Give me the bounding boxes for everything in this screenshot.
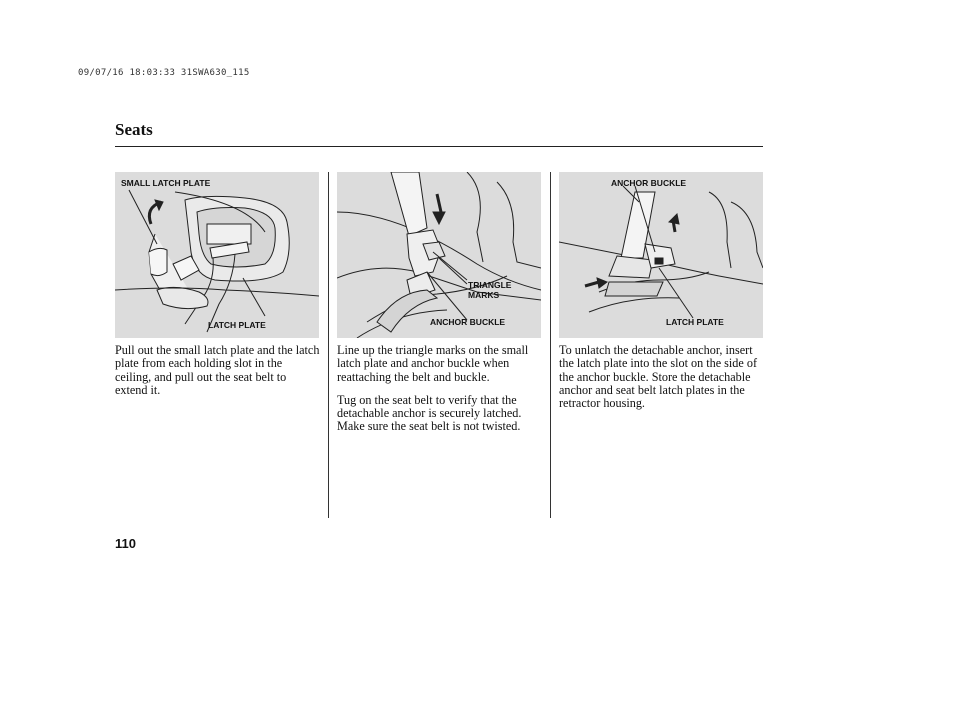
column-divider: [550, 172, 551, 518]
section-title: Seats: [115, 120, 153, 139]
illustration-buckle-alignment: [337, 172, 541, 338]
callout-triangle-marks: [468, 280, 524, 300]
callout-anchor-buckle: ANCHOR BUCKLE: [611, 178, 687, 188]
column-1-text: [115, 344, 321, 407]
page-number: 110: [115, 536, 136, 551]
illustration-ceiling-slots: [115, 172, 319, 338]
callout-anchor-buckle: ANCHOR BUCKLE: [430, 317, 506, 327]
figure-latch-plate-ceiling: [115, 172, 319, 338]
column-3-text: [559, 344, 765, 420]
callout-latch-plate: LATCH PLATE: [208, 320, 266, 330]
illustration-unlatch-anchor: [559, 172, 763, 338]
print-stamp: 09/07/16 18:03:33 31SWA630_115: [78, 68, 250, 78]
paragraph: To unlatch the detachable anchor, insert the latch plate into the slot on the side of the anchor buckle. Store the detachable anchor and seat belt latch plates in the retractor housing.: [559, 343, 757, 411]
callout-triangle-marks-text: TRIANGLE MARKS: [468, 280, 512, 300]
column-2-text: [337, 344, 545, 444]
callout-latch-plate: LATCH PLATE: [666, 317, 724, 327]
paragraph: Tug on the seat belt to verify that the detachable anchor is securely latched. Make sure the seat belt is not twisted.: [337, 392, 522, 434]
paragraph: Line up the triangle marks on the small latch plate and anchor buckle when reattaching the belt and buckle.: [337, 343, 529, 384]
paragraph: Pull out the small latch plate and the latch plate from each holding slot in the ceiling, and pull out the seat belt to extend it.: [115, 343, 320, 397]
callout-small-latch-plate: SMALL LATCH PLATE: [121, 178, 211, 188]
figure-unlatch-anchor: [559, 172, 763, 338]
title-rule: [115, 146, 763, 147]
figure-anchor-buckle-alignment: [337, 172, 541, 338]
column-divider: [328, 172, 329, 518]
